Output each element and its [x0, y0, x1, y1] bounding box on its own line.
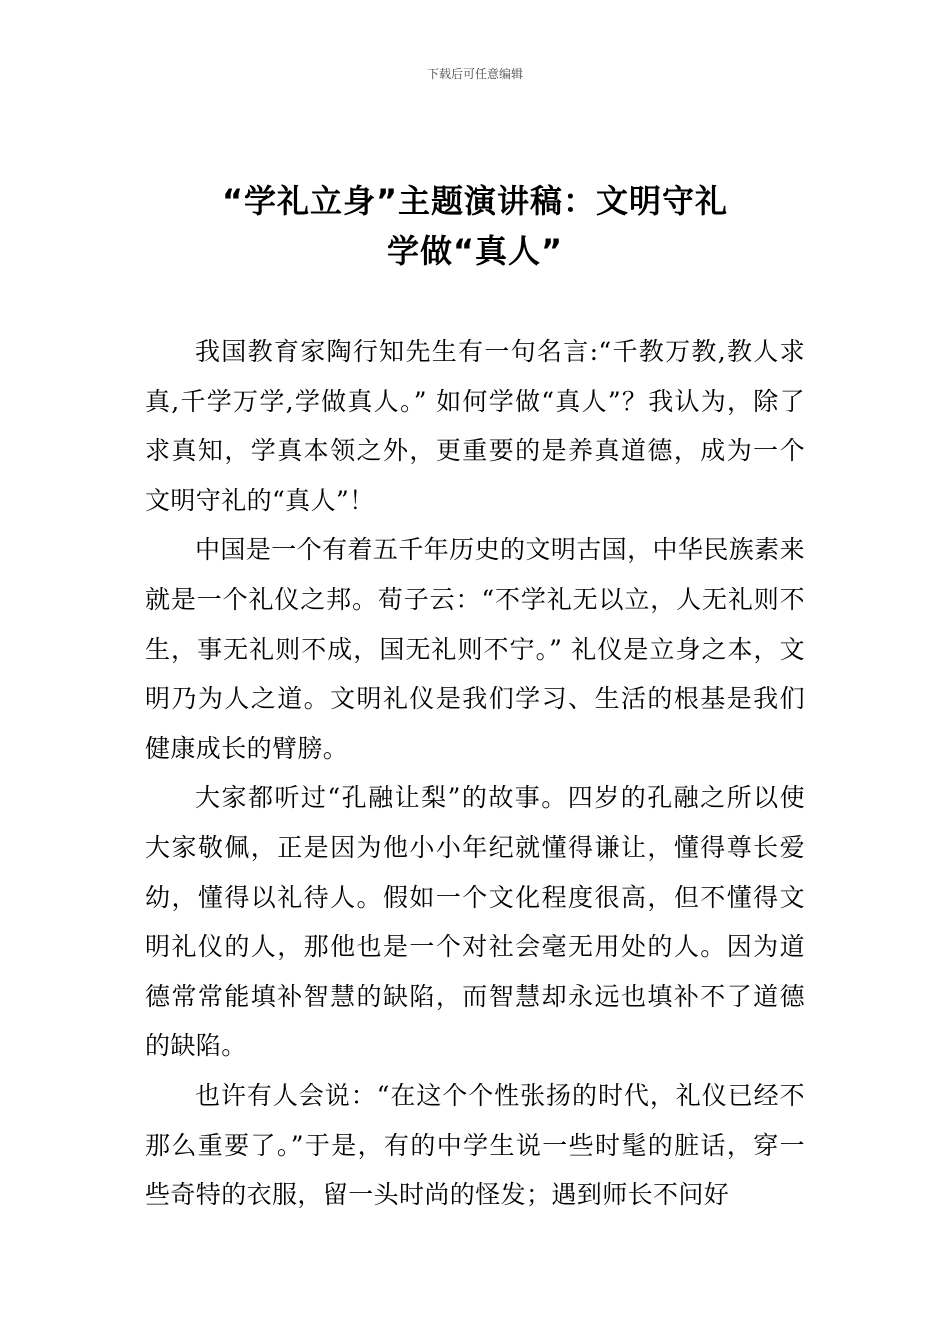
paragraph: 我国教育家陶行知先生有一句名言:“千教万教,教人求真,千学万学,学做真人。” 如何学做“真人”？我认为，除了求真知，学真本领之外，更重要的是养真道德，成为一个文明守礼的“真人”！	[145, 337, 805, 515]
document-body	[145, 327, 805, 1220]
header-note: 下载后可任意编辑	[426, 67, 523, 81]
title-line-2: 学做“真人”	[386, 232, 564, 270]
document-title	[145, 176, 805, 276]
title-line-1: “学礼立身”主题演讲稿：文明守礼	[221, 182, 729, 220]
paragraph: 也许有人会说：“在这个个性张扬的时代，礼仪已经不那么重要了。”于是，有的中学生说一些时髦的脏话，穿一些奇特的衣服，留一头时尚的怪发；遇到师长不问好	[145, 1080, 805, 1210]
paragraph: 中国是一个有着五千年历史的文明古国，中华民族素来就是一个礼仪之邦。荀子云：“不学礼无以立，人无礼则不生，事无礼则不成，国无礼则不宁。” 礼仪是立身之本，文明乃为人之道。文明礼仪是我们学习、生活的根基是我们健康成长的臂膀。	[145, 535, 805, 763]
paragraph: 大家都听过“孔融让梨”的故事。四岁的孔融之所以使大家敬佩，正是因为他小小年纪就懂得谦让，懂得尊长爱幼，懂得以礼待人。假如一个文化程度很高，但不懂得文明礼仪的人，那他也是一个对社会毫无用处的人。因为道德常常能填补智慧的缺陷，而智慧却永远也填补不了道德的缺陷。	[145, 783, 805, 1061]
